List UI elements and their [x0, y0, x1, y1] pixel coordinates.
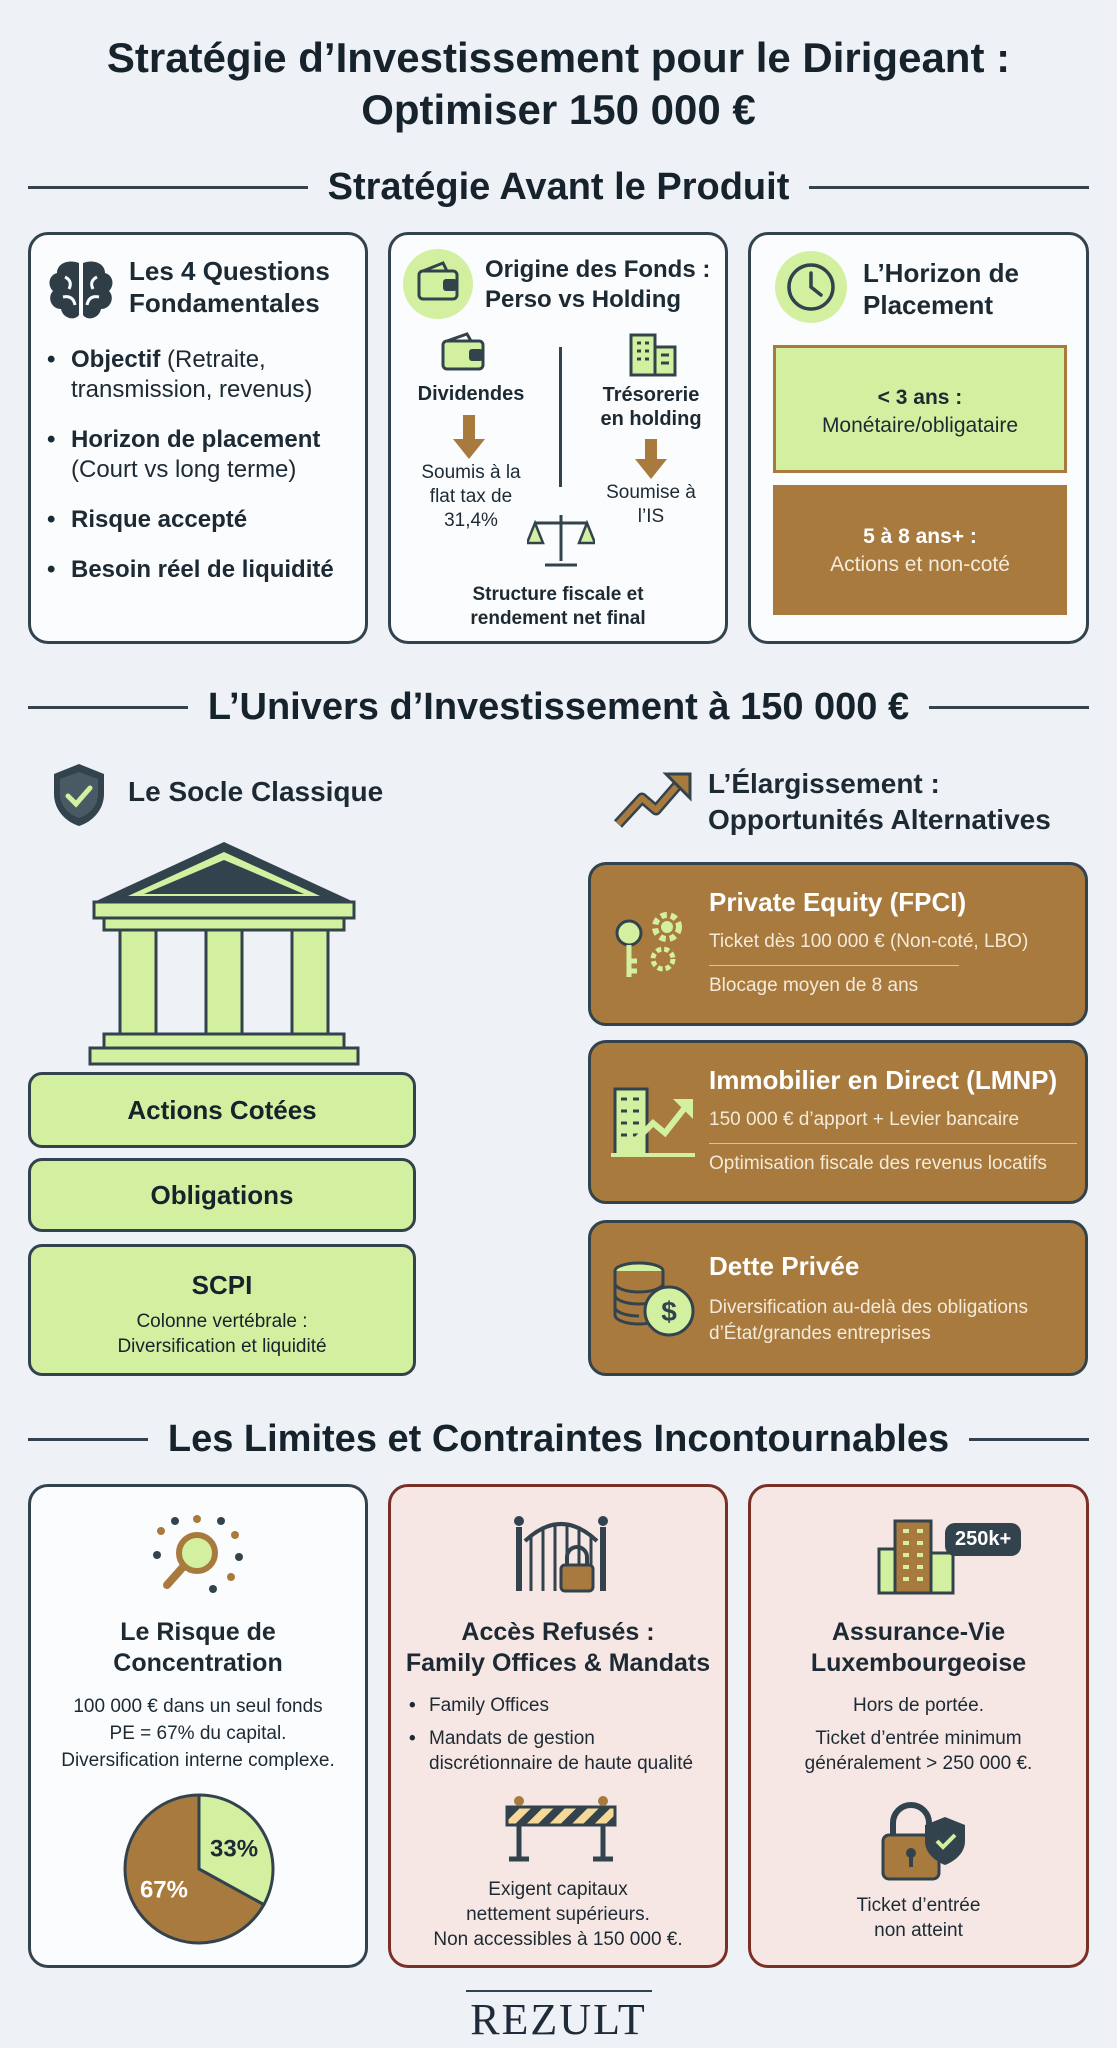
luxembourg-text: Hors de portée. Ticket d’entrée minimum généralement > 250 000 €.: [804, 1695, 1033, 1774]
alt-card-line1: Ticket dès 100 000 € (Non-coté, LBO): [709, 931, 1029, 952]
horizon-card: [748, 232, 1089, 644]
list-item: • Besoin réel de liquidité: [45, 555, 365, 585]
alt-card-line2: Optimisation fiscale des revenus locatifs: [709, 1153, 1047, 1174]
origin-title: Origine des Fonds : Perso vs Holding: [485, 256, 711, 313]
arrow-down-icon: [453, 415, 485, 459]
list-item: • Risque accepté: [45, 505, 365, 535]
pie-label: 67%: [139, 1876, 188, 1904]
access-footer: Exigent capitaux nettement supérieurs. Non accessibles à 150 000 €.: [433, 1879, 683, 1950]
section-heading-universe: L’Univers d’Investissement à 150 000 €: [28, 682, 1089, 732]
horizon-title: L’Horizon de Placement: [863, 258, 1019, 320]
alt-card-line1: Diversification au-delà des obligations: [709, 1297, 1028, 1318]
coins-dollar-icon: [609, 1257, 699, 1341]
arrow-down-icon: [635, 439, 667, 479]
list-item: • Objectif (Retraite, transmission, revenus): [45, 345, 365, 405]
divider: [809, 186, 1089, 189]
bank-columns-icon: [84, 836, 364, 1076]
list-item: • Family Offices: [407, 1693, 727, 1718]
scpi-block: SCPI Colonne vertébrale : Diversification et liquidité: [28, 1244, 416, 1376]
wallet-icon: [403, 249, 473, 319]
questions-card: [28, 232, 368, 644]
dividends-text: Soumis à la flat tax de 31,4%: [421, 462, 521, 531]
section-heading-limits: Les Limites et Contraintes Incontournables: [28, 1414, 1089, 1464]
gate-lock-icon: [511, 1507, 611, 1597]
alt-card-title: Private Equity (FPCI): [709, 887, 967, 917]
alt-card-title: Immobilier en Direct (LMNP): [709, 1065, 1058, 1095]
barrier-icon: [501, 1793, 621, 1863]
magnifier-risk-icon: [151, 1513, 245, 1601]
origin-card: [388, 232, 728, 644]
lock-shield-icon: [879, 1797, 969, 1883]
page-title-line2: Optimiser 150 000 €: [361, 86, 756, 133]
luxembourg-card: [748, 1484, 1089, 1968]
brain-icon: [45, 257, 117, 323]
list-item: • Mandats de gestion discrétionnaire de haute qualité: [407, 1726, 727, 1776]
obligations-block: Obligations: [28, 1158, 416, 1232]
treasury-text: Soumise à l’IS: [606, 482, 696, 527]
divider: [709, 1143, 1077, 1144]
list-item: • Horizon de placement (Court vs long terme): [45, 425, 365, 485]
questions-title: Les 4 Questions Fondamentales: [129, 256, 330, 318]
ticket-badge: 250k+: [945, 1523, 1021, 1556]
concentration-pie: [119, 1789, 279, 1949]
building-icon: [627, 327, 679, 377]
alt-card-line2: d’État/grandes entreprises: [709, 1323, 931, 1344]
questions-list: [45, 345, 365, 585]
shield-check-icon: [48, 760, 110, 830]
divider: [28, 186, 308, 189]
luxembourg-footer: Ticket d’entrée non atteint: [856, 1895, 981, 1941]
alt-card-title: Dette Privée: [709, 1251, 860, 1281]
building-growth-icon: [607, 1083, 699, 1163]
treasury-label: Trésorerie en holding: [600, 384, 702, 430]
key-gears-icon: [611, 905, 691, 985]
alt-card-immobilier: [588, 1040, 1088, 1204]
alt-card-line1: 150 000 € d’apport + Levier bancaire: [709, 1109, 1020, 1130]
actions-cotees-block: Actions Cotées: [28, 1072, 416, 1148]
brand-rule: [466, 1990, 652, 1992]
luxembourg-title: Assurance-Vie Luxembourgeoise: [810, 1618, 1027, 1677]
divider: [28, 1438, 148, 1441]
concentration-text: 100 000 € dans un seul fonds PE = 67% du capital. Diversification interne complexe.: [61, 1696, 335, 1771]
svg-text:$: $: [661, 1296, 677, 1327]
divider: [28, 706, 188, 709]
pie-label: 33%: [210, 1835, 259, 1863]
brand-logo: REZULT: [470, 1995, 647, 2044]
divider: [559, 347, 562, 487]
section-heading-strategy: Stratégie Avant le Produit: [28, 162, 1089, 212]
origin-footer: Structure fiscale et rendement net final: [470, 584, 646, 629]
alt-card-private-equity: [588, 862, 1088, 1026]
trend-up-icon: [612, 766, 694, 832]
alt-card-dette-privee: [588, 1220, 1088, 1376]
divider: [969, 1438, 1089, 1441]
dividends-label: Dividendes: [417, 383, 525, 405]
alt-title: L’Élargissement : Opportunités Alternatives: [708, 768, 1051, 835]
horizon-short: < 3 ans : Monétaire/obligataire: [773, 345, 1067, 473]
divider: [709, 965, 959, 966]
divider: [929, 706, 1089, 709]
socle-title: Le Socle Classique: [128, 776, 384, 807]
access-title: Accès Refusés : Family Offices & Mandats: [405, 1618, 711, 1677]
concentration-title: Le Risque de Concentration: [113, 1618, 283, 1677]
scale-icon: [527, 511, 595, 569]
access-list: [407, 1693, 727, 1776]
page-title-line1: Stratégie d’Investissement pour le Dirigeant :: [106, 34, 1011, 81]
clock-icon: [775, 251, 847, 323]
wallet-small-icon: [439, 331, 489, 375]
horizon-long: 5 à 8 ans+ : Actions et non-coté: [773, 485, 1067, 615]
alt-card-line2: Blocage moyen de 8 ans: [709, 975, 919, 996]
access-card: [388, 1484, 728, 1968]
concentration-card: [28, 1484, 368, 1968]
